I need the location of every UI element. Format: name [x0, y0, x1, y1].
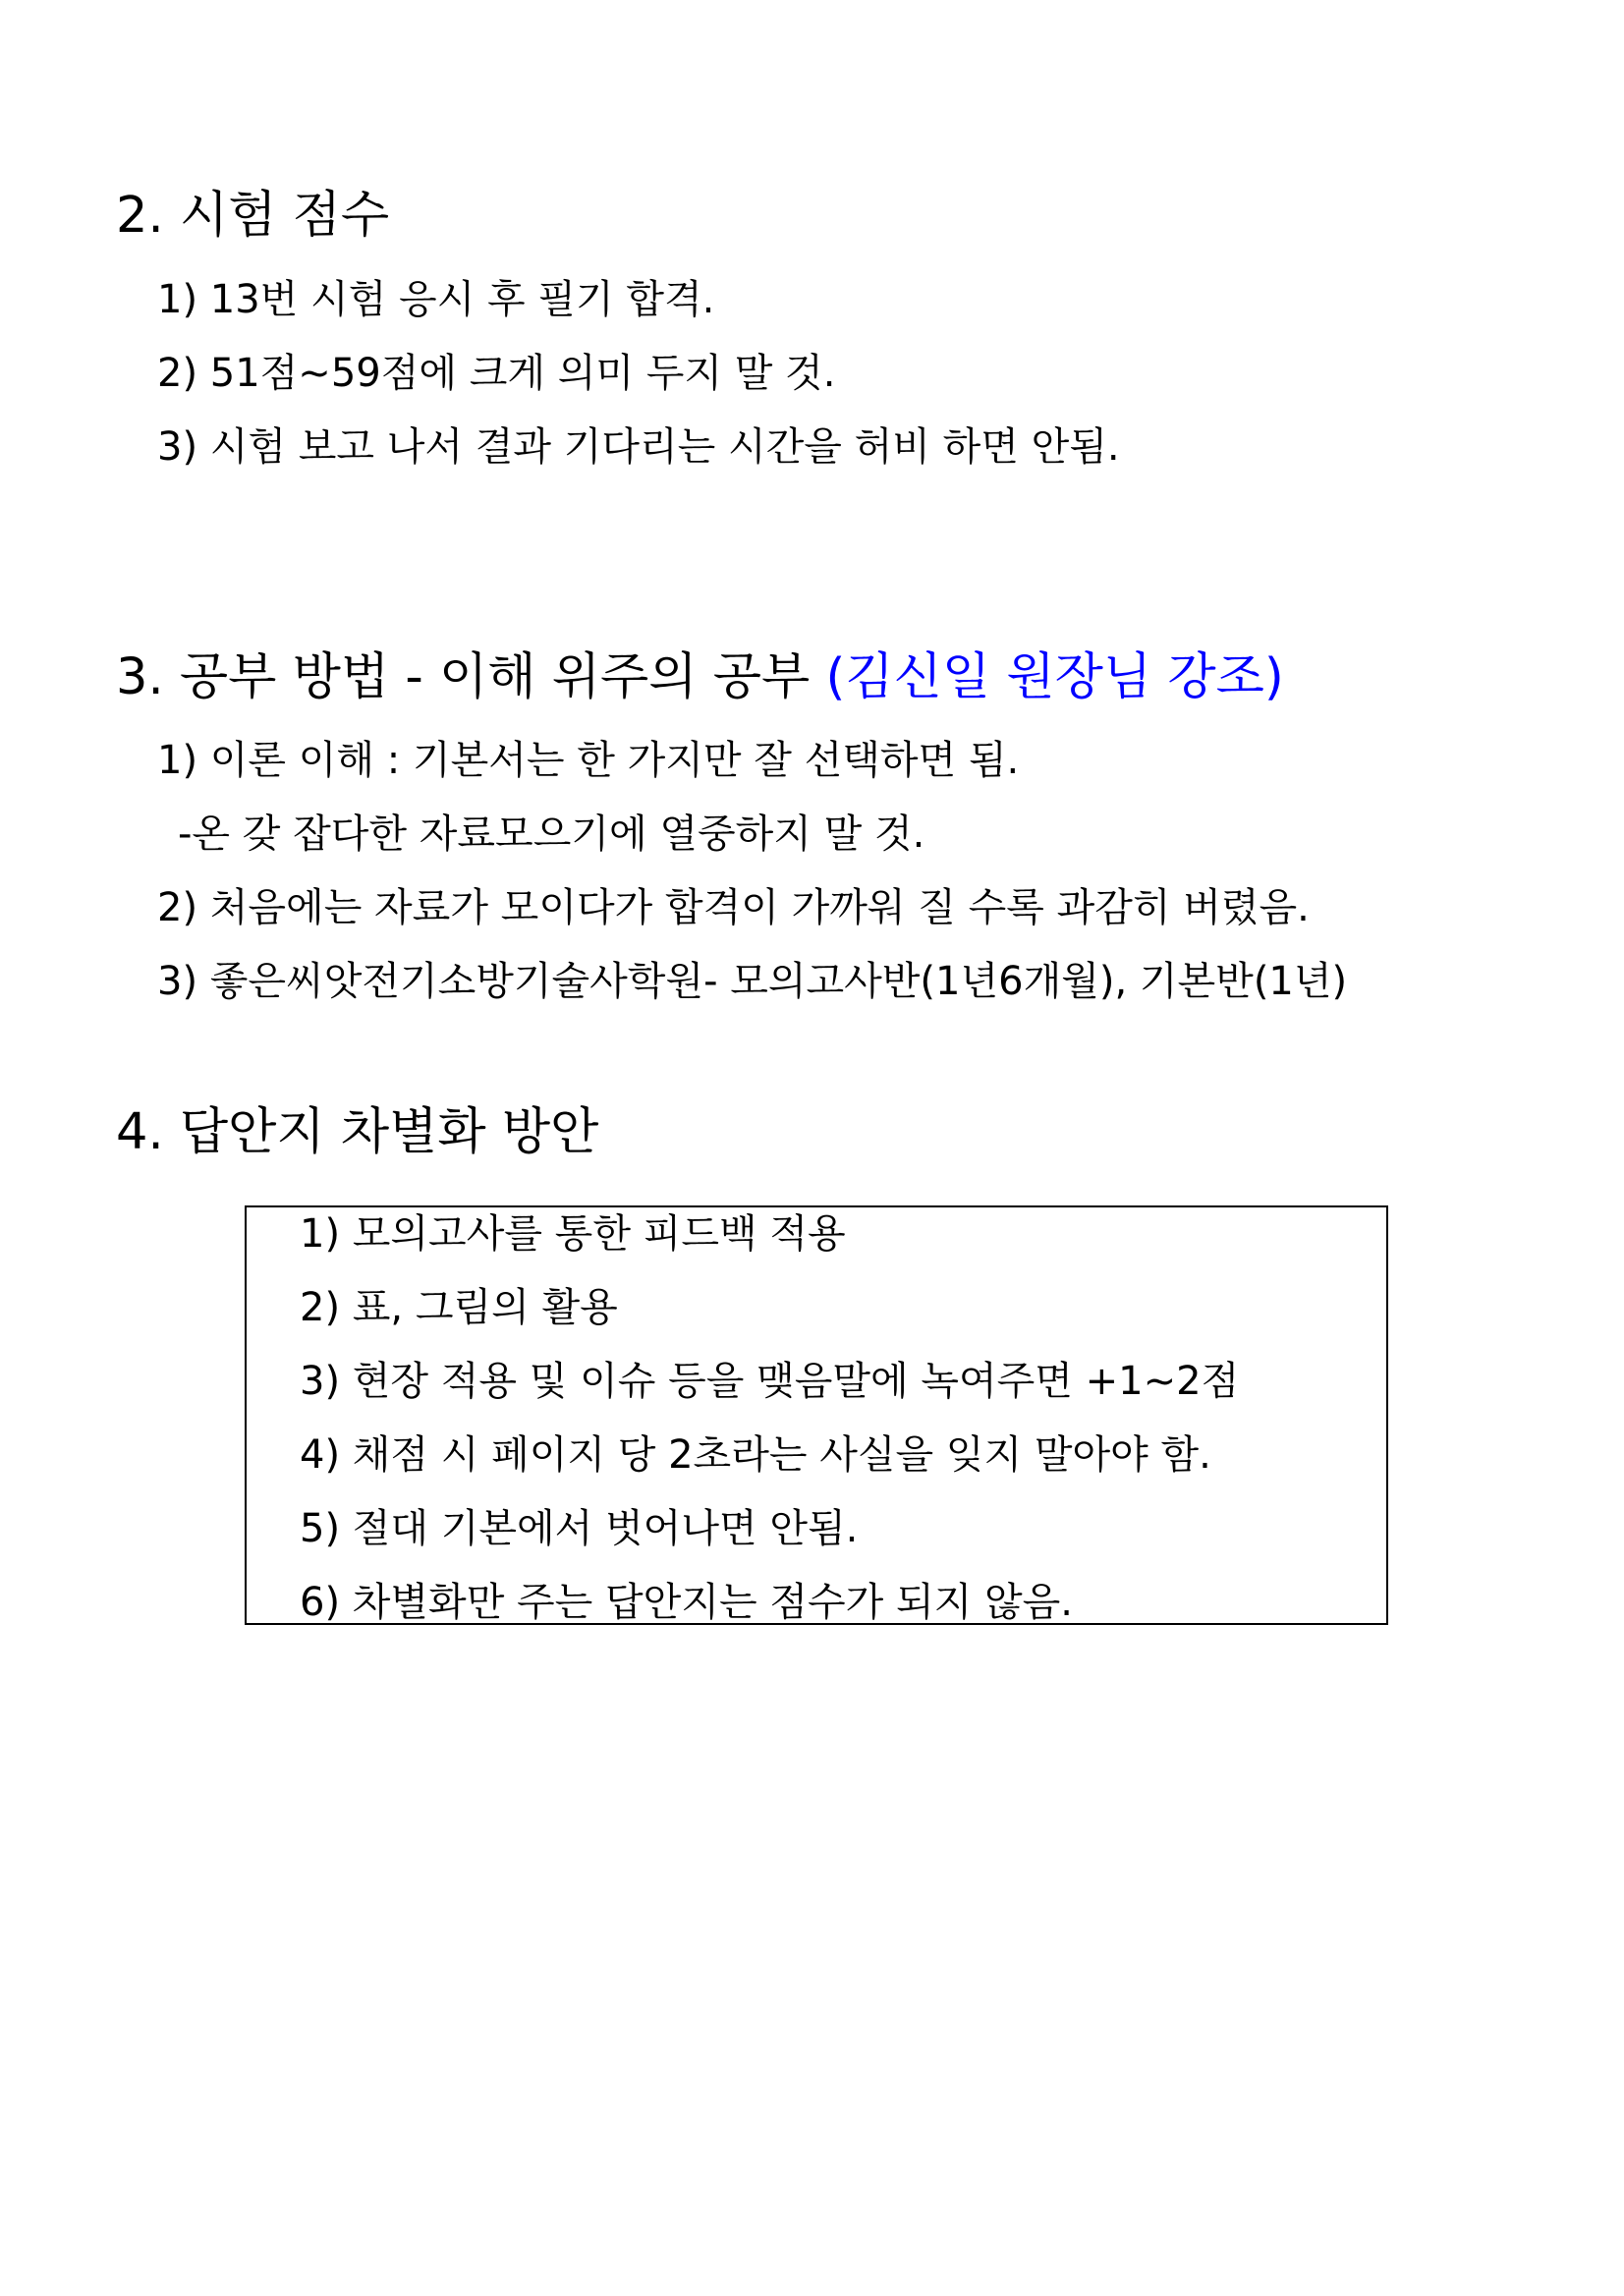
list-item: 1) 모의고사를 통한 피드백 적용 [300, 1211, 846, 1257]
heading-emphasis: (김신일 원장님 강조) [825, 648, 1284, 706]
list-item: 6) 차별화만 주는 답안지는 점수가 되지 않음. [300, 1580, 1073, 1625]
section-heading-exam-score: 2. 시험 점수 [116, 187, 390, 245]
heading-text: 3. 공부 방법 - 이해 위주의 공부 [116, 648, 826, 706]
section-heading-study-method [116, 648, 1284, 707]
answer-tips-box [245, 1205, 1388, 1625]
list-item: 3) 시험 보고 나서 결과 기다리는 시간을 허비 하면 안됨. [157, 424, 1120, 470]
list-item: 3) 좋은씨앗전기소방기술사학원- 모의고사반(1년6개월), 기본반(1년) [157, 959, 1348, 1004]
list-item: 5) 절대 기본에서 벗어나면 안됨. [300, 1506, 859, 1551]
list-item: 1) 13번 시험 응시 후 필기 합격. [157, 277, 715, 322]
list-item: 2) 51점~59점에 크게 의미 두지 말 것. [157, 351, 836, 396]
list-item: 4) 채점 시 페이지 당 2초라는 사실을 잊지 말아야 함. [300, 1432, 1211, 1478]
section-heading-answer-sheet: 4. 답안지 차별화 방안 [116, 1103, 599, 1161]
list-item: -온 갖 잡다한 자료모으기에 열중하지 말 것. [178, 812, 925, 857]
list-item: 2) 표, 그림의 활용 [300, 1285, 618, 1330]
list-item: 1) 이론 이해 : 기본서는 한 가지만 잘 선택하면 됨. [157, 738, 1020, 783]
list-item: 3) 현장 적용 및 이슈 등을 맺음말에 녹여주면 +1~2점 [300, 1359, 1240, 1404]
list-item: 2) 처음에는 자료가 모이다가 합격이 가까워 질 수록 과감히 버렸음. [157, 885, 1310, 930]
